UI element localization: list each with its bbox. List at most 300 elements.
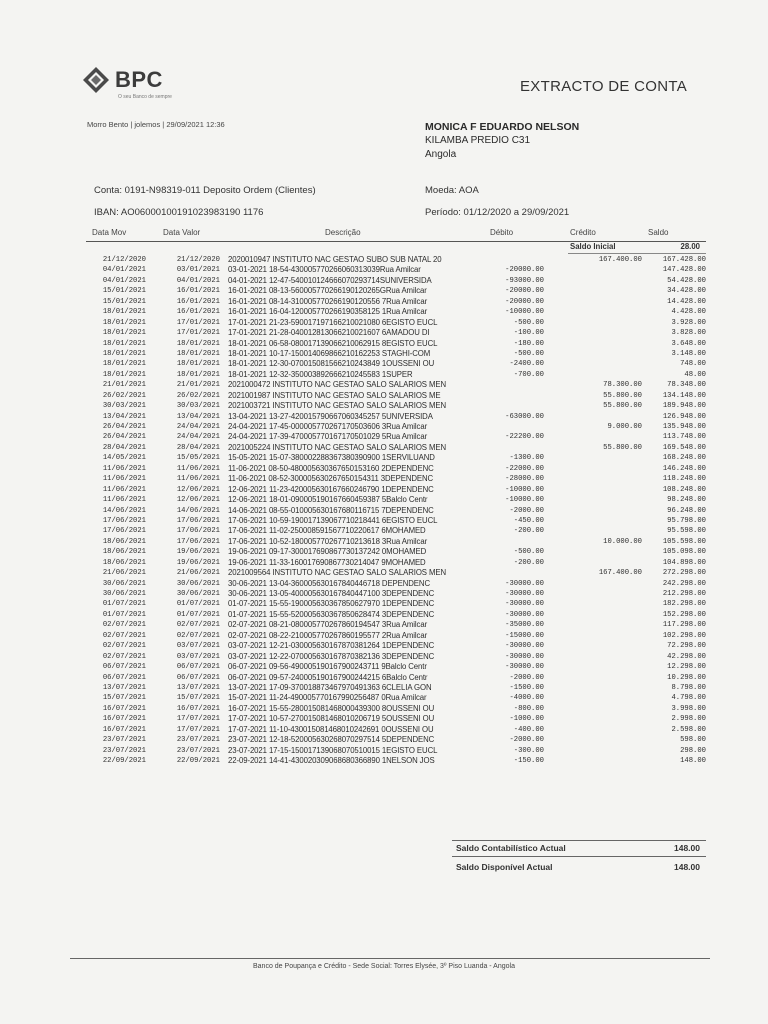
row-data-mov: 30/06/2021 [102, 579, 146, 588]
table-row [86, 339, 706, 349]
table-row [86, 474, 706, 484]
row-descricao: 22-09-2021 14-41-430020309068680366890 1NELSON JOS [228, 756, 435, 765]
client-address-line1: KILAMBA PREDIO C31 [425, 135, 531, 146]
row-saldo: 748.00 [680, 360, 706, 369]
row-data-valor: 16/07/2021 [176, 704, 220, 713]
row-saldo: 3.648.00 [671, 339, 706, 348]
client-address-line2: Angola [425, 149, 457, 160]
row-descricao: 04-01-2021 12-47-540010124666070293714SUNIVERSIDA [228, 275, 432, 285]
row-saldo: 135.948.00 [662, 423, 706, 431]
table-row [86, 547, 706, 557]
row-credito: 78.300.00 [603, 381, 642, 390]
row-data-valor: 23/07/2021 [176, 736, 220, 745]
table-row [86, 673, 706, 683]
row-saldo: 117.298.00 [662, 621, 706, 630]
table-row [86, 589, 706, 599]
row-saldo: 212.298.00 [662, 590, 706, 598]
row-saldo: 95.798.00 [667, 516, 706, 525]
row-descricao: 06-07-2021 09-57-240005190167900244215 6Balclo Centr [228, 672, 428, 682]
row-data-mov: 17/06/2021 [102, 527, 146, 536]
row-debito: -93000.00 [505, 276, 544, 285]
row-debito: -30000.00 [505, 652, 544, 661]
account-iban: IBAN: AO06000100191023983190 1176 [94, 207, 264, 218]
table-row [86, 391, 706, 401]
row-data-valor: 12/06/2021 [176, 496, 220, 505]
row-descricao: 2021003721 INSTITUTO NAC GESTAO SALO SALARIOS MEN [228, 401, 446, 411]
table-header [86, 228, 706, 240]
table-row [86, 349, 706, 359]
row-debito: -700.00 [513, 370, 544, 379]
row-data-mov: 30/06/2021 [102, 590, 146, 598]
row-descricao: 16-07-2021 15-55-280015081468000439300 8OUSSENI OU [228, 703, 435, 713]
row-data-valor: 03/07/2021 [176, 642, 220, 651]
row-descricao: 18-01-2021 10-17-150014069866210162253 STAGHI-COM [228, 348, 431, 358]
row-data-valor: 22/09/2021 [176, 757, 220, 765]
row-descricao: 2021000472 INSTITUTO NAC GESTAO SALO SALARIOS MEN [228, 380, 446, 390]
row-saldo: 14.428.00 [667, 297, 706, 306]
row-debito: -1300.00 [509, 454, 544, 463]
row-descricao: 17-06-2021 10-59-190017139067710218441 6EGISTO EUCL [228, 515, 438, 525]
totals-divider-2 [452, 856, 706, 857]
row-debito: -30000.00 [505, 590, 544, 598]
row-data-valor: 15/05/2021 [176, 454, 220, 463]
row-data-valor: 17/07/2021 [176, 715, 220, 724]
row-debito: -500.00 [513, 349, 544, 358]
row-credito: 167.400.00 [598, 569, 642, 578]
table-row [86, 422, 706, 432]
row-debito: -20000.00 [505, 266, 544, 275]
client-name: MONICA F EDUARDO NELSON [425, 121, 580, 133]
row-debito: -100.00 [513, 329, 544, 338]
row-saldo: 2.998.00 [671, 715, 706, 724]
row-data-valor: 04/01/2021 [176, 276, 220, 285]
account-currency: Moeda: AOA [425, 185, 479, 196]
table-row [86, 516, 706, 526]
row-data-mov: 21/06/2021 [102, 569, 146, 578]
row-debito: -500.00 [513, 318, 544, 327]
row-data-mov: 26/02/2021 [102, 391, 146, 400]
row-credito: 55.800.00 [603, 443, 642, 452]
row-data-mov: 18/06/2021 [102, 548, 146, 557]
header-saldo: Saldo [648, 228, 669, 237]
row-descricao: 17-01-2021 21-23-590017197166210021080 6EGISTO EUCL [228, 317, 438, 327]
row-saldo: 2.598.00 [671, 725, 706, 734]
row-data-valor: 17/06/2021 [176, 516, 220, 525]
row-debito: -30000.00 [505, 600, 544, 609]
client-block [425, 120, 579, 162]
table-row [86, 610, 706, 620]
row-descricao: 30-06-2021 13-04-360005630167840446718 DEPENDENC [228, 578, 430, 588]
row-data-valor: 23/07/2021 [176, 746, 220, 755]
table-row [86, 443, 706, 453]
row-descricao: 14-06-2021 08-55-010005630167680116715 7DEPENDENC [228, 505, 434, 515]
row-descricao: 23-07-2021 12-18-520005630268070297514 5DEPENDENC [228, 735, 435, 745]
saldo-inicial-divider [568, 253, 706, 254]
bank-name: BPC [115, 67, 163, 92]
row-data-mov: 17/06/2021 [102, 516, 146, 525]
row-saldo: 3.148.00 [671, 349, 706, 358]
row-debito: -22000.00 [505, 464, 544, 473]
row-data-valor: 16/01/2021 [176, 287, 220, 296]
table-row [86, 318, 706, 328]
row-data-valor: 26/02/2021 [176, 391, 220, 400]
row-data-valor: 01/07/2021 [176, 600, 220, 609]
row-descricao: 18-01-2021 12-30-070015081566210243849 1OUSSENI OU [228, 359, 435, 369]
row-saldo: 10.298.00 [667, 673, 706, 682]
row-descricao: 13-07-2021 17-09-370018873467970491363 6CLELIA GON [228, 682, 432, 692]
table-row [86, 370, 706, 380]
row-data-valor: 17/01/2021 [176, 329, 220, 338]
row-debito: -1000.00 [509, 715, 544, 724]
header-debito: Débito [490, 228, 514, 237]
bpc-diamond-logo-icon [82, 66, 110, 94]
row-debito: -300.00 [513, 746, 544, 755]
row-saldo: 189.948.00 [662, 402, 706, 411]
row-data-valor: 28/04/2021 [176, 443, 220, 452]
row-descricao: 03-01-2021 18-54-430005770266060313039Rua Amilcar [228, 265, 421, 275]
row-debito: -2000.00 [509, 736, 544, 745]
branch-info: Morro Bento | jolemos | 29/09/2021 12:36 [87, 120, 225, 129]
row-data-mov: 26/04/2021 [102, 423, 146, 431]
row-descricao: 24-04-2021 17-39-470005770167170501029 5Rua Amilcar [228, 432, 428, 442]
row-data-mov: 06/07/2021 [102, 673, 146, 682]
row-saldo: 146.248.00 [662, 464, 706, 473]
row-data-mov: 02/07/2021 [102, 652, 146, 661]
row-data-mov: 15/01/2021 [102, 297, 146, 306]
row-descricao: 06-07-2021 09-56-490005190167900243711 9Balclo Centr [228, 662, 427, 672]
row-saldo: 113.748.00 [662, 433, 706, 442]
row-data-valor: 02/07/2021 [176, 631, 220, 640]
row-data-valor: 18/01/2021 [176, 370, 220, 379]
row-saldo: 126.948.00 [662, 412, 706, 421]
table-row [86, 714, 706, 724]
row-data-mov: 02/07/2021 [102, 621, 146, 630]
row-descricao: 18-01-2021 12-32-350003892666210245583 1SUPER [228, 369, 413, 379]
row-descricao: 24-04-2021 17-45-000005770267170503606 3Rua Amilcar [228, 422, 428, 431]
row-descricao: 23-07-2021 17-15-150017139068070510015 1EGISTO EUCL [228, 745, 438, 755]
saldo-inicial-value: 28.00 [680, 242, 700, 251]
row-data-mov: 15/07/2021 [102, 694, 146, 703]
row-debito: -2400.00 [509, 360, 544, 369]
row-saldo: 298.00 [680, 746, 706, 755]
row-data-mov: 18/01/2021 [102, 339, 146, 348]
table-row [86, 276, 706, 286]
table-row [86, 485, 706, 495]
row-descricao: 19-06-2021 11-33-160017690867730214047 9MOHAMED [228, 557, 426, 567]
row-data-mov: 30/03/2021 [102, 402, 146, 411]
row-debito: -15000.00 [505, 631, 544, 640]
row-data-mov: 18/01/2021 [102, 308, 146, 317]
row-saldo: 134.148.00 [662, 391, 706, 400]
row-descricao: 13-04-2021 13-27-420015790667060345257 5UNIVERSIDA [228, 411, 433, 421]
row-descricao: 15-07-2021 11-24-490005770167990256487 0Rua Amilcar [228, 693, 427, 703]
table-row [86, 328, 706, 338]
table-row [86, 265, 706, 275]
row-saldo: 598.00 [680, 736, 706, 745]
row-data-mov: 15/01/2021 [102, 287, 146, 296]
table-row [86, 735, 706, 745]
row-data-valor: 01/07/2021 [176, 610, 220, 619]
row-descricao: 11-06-2021 08-50-480005630367650153160 2DEPENDENC [228, 463, 434, 473]
row-data-mov: 11/06/2021 [102, 485, 146, 494]
row-descricao: 17-01-2021 21-28-040012813066210021607 6AMADOU DI [228, 328, 430, 338]
row-debito: -500.00 [513, 548, 544, 557]
row-data-mov: 18/01/2021 [102, 349, 146, 358]
row-saldo: 54.428.00 [667, 276, 706, 285]
row-saldo: 105.598.00 [662, 537, 706, 546]
row-data-mov: 18/01/2021 [102, 370, 146, 379]
row-descricao: 02-07-2021 08-22-210005770267860195577 2Rua Amilcar [228, 630, 428, 640]
row-debito: -2000.00 [509, 506, 544, 515]
row-saldo: 104.898.00 [662, 558, 706, 567]
table-row [86, 537, 706, 547]
row-debito: -28000.00 [505, 475, 544, 484]
row-data-mov: 18/06/2021 [102, 558, 146, 567]
row-data-valor: 06/07/2021 [176, 673, 220, 682]
row-saldo: 148.00 [680, 757, 706, 765]
table-row [86, 620, 706, 630]
row-descricao: 17-07-2021 11-10-430015081468010242691 0OUSSENI OU [228, 724, 434, 734]
row-saldo: 96.248.00 [667, 506, 706, 515]
table-row [86, 359, 706, 369]
row-credito: 9.000.00 [607, 423, 642, 431]
row-saldo: 3.998.00 [671, 704, 706, 713]
table-row [86, 599, 706, 609]
row-data-mov: 14/05/2021 [102, 454, 146, 463]
header-data-valor: Data Valor [163, 228, 201, 237]
row-saldo: 12.298.00 [667, 663, 706, 672]
saldo-contabilistico-label: Saldo Contabilístico Actual [456, 843, 566, 853]
table-row [86, 526, 706, 536]
row-debito: -63000.00 [505, 412, 544, 421]
row-debito: -200.00 [513, 558, 544, 567]
row-data-mov: 23/07/2021 [102, 736, 146, 745]
row-data-mov: 18/01/2021 [102, 360, 146, 369]
saldo-inicial-label: Saldo Inicial [570, 242, 616, 251]
row-data-mov: 22/09/2021 [102, 757, 146, 765]
transactions-list [86, 255, 706, 766]
row-data-valor: 12/06/2021 [176, 485, 220, 494]
row-debito: -22200.00 [505, 433, 544, 442]
row-data-mov: 21/01/2021 [102, 381, 146, 390]
row-data-valor: 17/01/2021 [176, 318, 220, 327]
table-row [86, 412, 706, 422]
row-credito: 167.400.00 [598, 256, 642, 264]
row-data-valor: 24/04/2021 [176, 433, 220, 442]
row-descricao: 12-06-2021 11-23-420005630167660246790 1DEPENDENC [228, 484, 434, 494]
row-saldo: 78.348.00 [667, 381, 706, 390]
row-credito: 10.000.00 [603, 537, 642, 546]
row-saldo: 4.428.00 [671, 308, 706, 317]
row-data-valor: 16/01/2021 [176, 308, 220, 317]
row-saldo: 272.298.00 [662, 569, 706, 578]
table-row [86, 652, 706, 662]
row-saldo: 102.298.00 [662, 631, 706, 640]
row-saldo: 182.298.00 [662, 600, 706, 609]
row-debito: -30000.00 [505, 642, 544, 651]
table-row [86, 401, 706, 411]
table-row [86, 255, 706, 265]
table-row [86, 464, 706, 474]
row-debito: -20000.00 [505, 297, 544, 306]
row-data-mov: 21/12/2020 [102, 256, 146, 264]
row-descricao: 03-07-2021 12-22-070005630167870382136 3DEPENDENC [228, 651, 435, 661]
account-period: Período: 01/12/2020 a 29/09/2021 [425, 207, 570, 218]
row-data-valor: 19/06/2021 [176, 558, 220, 567]
row-data-mov: 02/07/2021 [102, 631, 146, 640]
row-debito: -20000.00 [505, 287, 544, 296]
row-debito: -1500.00 [509, 683, 544, 692]
row-data-valor: 03/07/2021 [176, 652, 220, 661]
table-row [86, 558, 706, 568]
table-row [86, 756, 706, 766]
table-row [86, 453, 706, 463]
row-saldo: 118.248.00 [662, 475, 706, 484]
row-data-valor: 19/06/2021 [176, 548, 220, 557]
row-saldo: 34.428.00 [667, 287, 706, 296]
row-data-valor: 21/01/2021 [176, 381, 220, 390]
row-data-mov: 06/07/2021 [102, 663, 146, 672]
row-data-valor: 21/12/2020 [176, 256, 220, 264]
header-credito: Crédito [570, 228, 596, 237]
bank-logo [82, 66, 163, 94]
row-saldo: 95.598.00 [667, 527, 706, 536]
table-row [86, 286, 706, 296]
row-descricao: 2021009564 INSTITUTO NAC GESTAO SALO SALARIOS MEN [228, 568, 446, 578]
document-title: EXTRACTO DE CONTA [520, 78, 688, 95]
row-descricao: 16-01-2021 08-14-310005770266190120556 7Rua Amilcar [228, 296, 428, 306]
account-number: Conta: 0191-N98319-011 Deposito Ordem (Clientes) [94, 185, 316, 196]
row-debito: -800.00 [513, 704, 544, 713]
row-descricao: 02-07-2021 08-21-080005770267860194547 3Rua Amilcar [228, 620, 428, 630]
row-data-valor: 24/04/2021 [176, 423, 220, 431]
row-data-mov: 23/07/2021 [102, 746, 146, 755]
row-descricao: 01-07-2021 15-55-520005630367850628474 3DEPENDENC [228, 609, 435, 619]
row-credito: 55.800.00 [603, 391, 642, 400]
row-credito: 55.800.00 [603, 402, 642, 411]
row-data-mov: 13/04/2021 [102, 412, 146, 421]
row-data-valor: 30/06/2021 [176, 579, 220, 588]
row-data-valor: 16/01/2021 [176, 297, 220, 306]
row-data-mov: 11/06/2021 [102, 464, 146, 473]
row-debito: -180.00 [513, 339, 544, 348]
row-descricao: 2021001987 INSTITUTO NAC GESTAO SALO SALARIOS ME [228, 390, 441, 400]
row-data-valor: 17/07/2021 [176, 725, 220, 734]
table-row [86, 432, 706, 442]
footer-divider [70, 958, 710, 959]
row-data-mov: 04/01/2021 [102, 276, 146, 285]
row-descricao: 30-06-2021 13-05-400005630167840447100 3DEPENDENC [228, 589, 435, 598]
row-descricao: 2020010947 INSTITUTO NAC GESTAO SUBO SUB NATAL 20 [228, 255, 442, 264]
table-row [86, 380, 706, 390]
row-data-mov: 11/06/2021 [102, 475, 146, 484]
row-saldo: 168.248.00 [662, 454, 706, 463]
row-data-valor: 17/06/2021 [176, 537, 220, 546]
row-data-valor: 30/06/2021 [176, 590, 220, 598]
table-row [86, 579, 706, 589]
row-saldo: 242.298.00 [662, 579, 706, 588]
row-data-valor: 11/06/2021 [176, 464, 220, 473]
row-saldo: 169.548.00 [662, 443, 706, 452]
row-debito: -30000.00 [505, 663, 544, 672]
table-row [86, 662, 706, 672]
row-data-valor: 11/06/2021 [176, 475, 220, 484]
row-data-mov: 04/01/2021 [102, 266, 146, 275]
table-row [86, 725, 706, 735]
table-row [86, 693, 706, 703]
row-debito: -10000.00 [505, 496, 544, 505]
row-data-mov: 16/07/2021 [102, 725, 146, 734]
row-saldo: 147.428.00 [662, 266, 706, 275]
row-data-valor: 03/01/2021 [176, 266, 220, 275]
row-data-mov: 02/07/2021 [102, 642, 146, 651]
row-descricao: 17-06-2021 11-02-250008591567710220617 6MOHAMED [228, 526, 426, 536]
row-data-valor: 30/03/2021 [176, 402, 220, 411]
row-data-valor: 18/01/2021 [176, 349, 220, 358]
row-saldo: 105.098.00 [662, 548, 706, 557]
row-descricao: 11-06-2021 08-52-300005630267650154311 3DEPENDENC [228, 474, 434, 484]
row-data-valor: 02/07/2021 [176, 621, 220, 630]
row-debito: -35000.00 [505, 621, 544, 630]
table-row [86, 568, 706, 578]
row-data-mov: 18/01/2021 [102, 329, 146, 338]
row-descricao: 03-07-2021 12-21-030005630167870381264 1DEPENDENC [228, 641, 435, 651]
row-descricao: 2021005224 INSTITUTO NAC GESTAO SALO SALARIOS MEN [228, 442, 446, 452]
row-debito: -4000.00 [509, 694, 544, 703]
row-saldo: 42.298.00 [667, 652, 706, 661]
row-saldo: 152.298.00 [662, 610, 706, 619]
saldo-contabilistico-value: 148.00 [674, 843, 700, 853]
row-descricao: 01-07-2021 15-55-190005630367850627970 1DEPENDENC [228, 599, 435, 609]
row-data-valor: 18/01/2021 [176, 360, 220, 369]
row-descricao: 17-07-2021 10-57-270015081468010206719 5OUSSENI OU [228, 714, 435, 724]
table-row [86, 307, 706, 317]
row-debito: -10000.00 [505, 308, 544, 317]
row-descricao: 16-01-2021 16-04-120005770266190358125 1Rua Amilcar [228, 307, 428, 317]
row-saldo: 167.428.00 [662, 256, 706, 264]
row-debito: -450.00 [513, 516, 544, 525]
row-debito: -10000.00 [505, 485, 544, 494]
row-data-valor: 14/06/2021 [176, 506, 220, 515]
row-data-mov: 13/07/2021 [102, 683, 146, 692]
row-data-mov: 18/01/2021 [102, 318, 146, 327]
footer-text: Banco de Poupança e Crédito - Sede Social: Torres Elysée, 3º Piso Luanda - Angola [253, 963, 515, 970]
row-saldo: 3.828.00 [671, 329, 706, 338]
bank-tagline: O seu Banco de sempre [118, 94, 172, 100]
row-data-mov: 16/07/2021 [102, 715, 146, 724]
row-debito: -2000.00 [509, 673, 544, 682]
row-debito: -30000.00 [505, 610, 544, 619]
header-data-mov: Data Mov [92, 228, 127, 237]
row-data-valor: 21/06/2021 [176, 569, 220, 578]
table-row [86, 641, 706, 651]
row-data-valor: 15/07/2021 [176, 694, 220, 703]
row-saldo: 8.798.00 [671, 683, 706, 692]
row-saldo: 3.928.00 [671, 318, 706, 327]
table-row [86, 704, 706, 714]
row-data-mov: 11/06/2021 [102, 496, 146, 505]
row-descricao: 18-01-2021 06-58-080017139066210062915 8EGISTO EUCL [228, 338, 438, 348]
row-descricao: 15-05-2021 15-07-380002288367380390900 1SERVILUAND [228, 453, 435, 463]
table-row [86, 506, 706, 516]
row-descricao: 19-06-2021 09-17-300017690867730137242 0MOHAMED [228, 547, 427, 557]
table-row [86, 683, 706, 693]
row-saldo: 72.298.00 [667, 642, 706, 651]
row-data-mov: 14/06/2021 [102, 506, 146, 515]
table-row [86, 631, 706, 641]
row-descricao: 12-06-2021 18-01-090005190167660459387 5Balclo Centr [228, 495, 428, 505]
row-saldo: 4.798.00 [671, 694, 706, 703]
